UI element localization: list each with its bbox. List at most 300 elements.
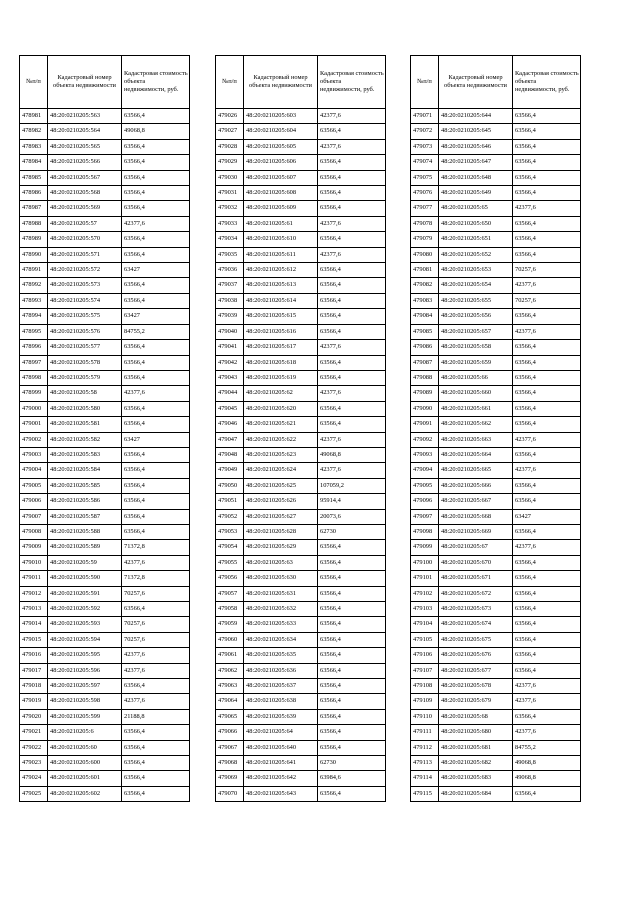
- row-number: 479058: [216, 602, 244, 617]
- cadastral-number: 48:20:0210205:656: [439, 309, 513, 324]
- cadastral-number: 48:20:0210205:586: [48, 494, 122, 509]
- cadastral-cost: 63566,4: [513, 494, 581, 509]
- row-number: 478984: [20, 155, 48, 170]
- row-number: 479093: [411, 447, 439, 462]
- table-row: [411, 340, 581, 355]
- cadastral-number: 48:20:0210205:592: [48, 602, 122, 617]
- cadastral-cost: 63566,4: [513, 139, 581, 154]
- cadastral-cost: 63566,4: [318, 586, 386, 601]
- table-row: [20, 293, 190, 308]
- cadastral-cost: 63566,4: [513, 155, 581, 170]
- row-number: 479065: [216, 709, 244, 724]
- table-row: [216, 586, 386, 601]
- table-row: [20, 571, 190, 586]
- cadastral-number: 48:20:0210205:595: [48, 648, 122, 663]
- row-number: 479071: [411, 109, 439, 124]
- row-number: 479079: [411, 232, 439, 247]
- cadastral-number: 48:20:0210205:612: [244, 263, 318, 278]
- row-number: 479035: [216, 247, 244, 262]
- row-number: 479064: [216, 694, 244, 709]
- table-row: [20, 740, 190, 755]
- cadastral-number: 48:20:0210205:663: [439, 432, 513, 447]
- cadastral-number: 48:20:0210205:608: [244, 186, 318, 201]
- cadastral-number: 48:20:0210205:65: [439, 201, 513, 216]
- cadastral-number: 48:20:0210205:650: [439, 216, 513, 231]
- row-number: 479013: [20, 602, 48, 617]
- cadastral-cost: 63566,4: [318, 632, 386, 647]
- cadastral-number: 48:20:0210205:594: [48, 632, 122, 647]
- cadastral-number: 48:20:0210205:570: [48, 232, 122, 247]
- table-row: [20, 109, 190, 124]
- header-cost: Кадастровая стоимость объекта недвижимости, руб.: [513, 56, 581, 109]
- cadastral-cost: 63566,4: [318, 663, 386, 678]
- row-number: 479006: [20, 494, 48, 509]
- table-row: [411, 555, 581, 570]
- cadastral-number: 48:20:0210205:658: [439, 340, 513, 355]
- cadastral-cost: 63566,4: [513, 417, 581, 432]
- table-row: [216, 201, 386, 216]
- cadastral-cost: 42377,6: [122, 648, 190, 663]
- cadastral-number: 48:20:0210205:59: [48, 555, 122, 570]
- cadastral-cost: 63566,4: [122, 109, 190, 124]
- cadastral-cost: 63566,4: [122, 756, 190, 771]
- cadastral-number: 48:20:0210205:603: [244, 109, 318, 124]
- cadastral-number: 48:20:0210205:673: [439, 602, 513, 617]
- cadastral-number: 48:20:0210205:565: [48, 139, 122, 154]
- cadastral-cost: 63566,4: [513, 447, 581, 462]
- table-row: [20, 263, 190, 278]
- cadastral-number: 48:20:0210205:626: [244, 494, 318, 509]
- row-number: 479056: [216, 571, 244, 586]
- row-number: 479012: [20, 586, 48, 601]
- row-number: 479078: [411, 216, 439, 231]
- row-number: 479045: [216, 401, 244, 416]
- header-cadastral: Кадастровый номер объекта недвижимости: [48, 56, 122, 109]
- cadastral-cost: 42377,6: [122, 555, 190, 570]
- table-row: [411, 109, 581, 124]
- row-number: 478992: [20, 278, 48, 293]
- cadastral-number: 48:20:0210205:642: [244, 771, 318, 786]
- row-number: 479068: [216, 756, 244, 771]
- cadastral-cost: 84755,2: [513, 740, 581, 755]
- cadastral-number: 48:20:0210205:683: [439, 771, 513, 786]
- cadastral-number: 48:20:0210205:593: [48, 617, 122, 632]
- row-number: 479010: [20, 555, 48, 570]
- row-number: 479095: [411, 478, 439, 493]
- cadastral-number: 48:20:0210205:665: [439, 463, 513, 478]
- row-number: 478993: [20, 293, 48, 308]
- header-cadastral: Кадастровый номер объекта недвижимости: [439, 56, 513, 109]
- cadastral-cost: 63566,4: [513, 401, 581, 416]
- cadastral-cost: 63566,4: [122, 340, 190, 355]
- cadastral-cost: 63566,4: [513, 478, 581, 493]
- cadastral-cost: 63566,4: [513, 232, 581, 247]
- cadastral-cost: 63566,4: [513, 709, 581, 724]
- table-row: [216, 540, 386, 555]
- table-row: [216, 602, 386, 617]
- row-number: 479024: [20, 771, 48, 786]
- cadastral-number: 48:20:0210205:591: [48, 586, 122, 601]
- cadastral-number: 48:20:0210205:641: [244, 756, 318, 771]
- cadastral-cost: 63566,4: [513, 247, 581, 262]
- cadastral-cost: 63566,4: [122, 679, 190, 694]
- row-number: 479104: [411, 617, 439, 632]
- table-row: [216, 632, 386, 647]
- table-row: [411, 278, 581, 293]
- table-row: [20, 170, 190, 185]
- table-row: [216, 124, 386, 139]
- cadastral-cost: 63566,4: [318, 124, 386, 139]
- cadastral-table-1: [19, 55, 190, 802]
- cadastral-number: 48:20:0210205:610: [244, 232, 318, 247]
- row-number: 478988: [20, 216, 48, 231]
- cadastral-cost: 71372,8: [122, 540, 190, 555]
- cadastral-number: 48:20:0210205:664: [439, 447, 513, 462]
- cadastral-cost: 42377,6: [318, 216, 386, 231]
- table-row: [216, 170, 386, 185]
- row-number: 479039: [216, 309, 244, 324]
- row-number: 479077: [411, 201, 439, 216]
- row-number: 479094: [411, 463, 439, 478]
- table-row: [216, 386, 386, 401]
- row-number: 479020: [20, 709, 48, 724]
- row-number: 478983: [20, 139, 48, 154]
- table-row: [20, 139, 190, 154]
- table-row: [216, 340, 386, 355]
- table-row: [411, 602, 581, 617]
- table-row: [411, 186, 581, 201]
- table-row: [411, 170, 581, 185]
- cadastral-cost: 63566,4: [318, 324, 386, 339]
- cadastral-number: 48:20:0210205:587: [48, 509, 122, 524]
- cadastral-cost: 63566,4: [513, 370, 581, 385]
- table-row: [411, 509, 581, 524]
- cadastral-cost: 63566,4: [122, 278, 190, 293]
- cadastral-number: 48:20:0210205:634: [244, 632, 318, 647]
- cadastral-cost: 63566,4: [122, 478, 190, 493]
- cadastral-number: 48:20:0210205:682: [439, 756, 513, 771]
- cadastral-cost: 49068,8: [122, 124, 190, 139]
- cadastral-cost: 42377,6: [513, 679, 581, 694]
- cadastral-cost: 63566,4: [122, 602, 190, 617]
- cadastral-number: 48:20:0210205:629: [244, 540, 318, 555]
- cadastral-number: 48:20:0210205:607: [244, 170, 318, 185]
- row-number: 479041: [216, 340, 244, 355]
- table-row: [216, 247, 386, 262]
- table-body: [411, 109, 581, 802]
- cadastral-cost: 84755,2: [122, 324, 190, 339]
- cadastral-cost: 63566,4: [513, 663, 581, 678]
- cadastral-cost: 63566,4: [513, 632, 581, 647]
- table-row: [411, 201, 581, 216]
- cadastral-cost: 63566,4: [513, 216, 581, 231]
- cadastral-cost: 63566,4: [318, 555, 386, 570]
- table-row: [20, 602, 190, 617]
- table-row: [411, 355, 581, 370]
- cadastral-cost: 63566,4: [513, 124, 581, 139]
- cadastral-cost: 63566,4: [122, 524, 190, 539]
- cadastral-number: 48:20:0210205:632: [244, 602, 318, 617]
- row-number: 479115: [411, 786, 439, 801]
- table-row: [216, 771, 386, 786]
- row-number: 479103: [411, 602, 439, 617]
- cadastral-number: 48:20:0210205:580: [48, 401, 122, 416]
- cadastral-cost: 63566,4: [122, 232, 190, 247]
- cadastral-number: 48:20:0210205:589: [48, 540, 122, 555]
- cadastral-cost: 63566,4: [122, 155, 190, 170]
- row-number: 479059: [216, 617, 244, 632]
- row-number: 479021: [20, 725, 48, 740]
- cadastral-number: 48:20:0210205:654: [439, 278, 513, 293]
- table-row: [216, 432, 386, 447]
- cadastral-cost: 63566,4: [122, 139, 190, 154]
- table-row: [216, 709, 386, 724]
- table-row: [20, 447, 190, 462]
- table-row: [216, 571, 386, 586]
- row-number: 479050: [216, 478, 244, 493]
- row-number: 479053: [216, 524, 244, 539]
- row-number: 479044: [216, 386, 244, 401]
- cadastral-number: 48:20:0210205:568: [48, 186, 122, 201]
- table-row: [411, 463, 581, 478]
- table-row: [411, 725, 581, 740]
- table-row: [20, 340, 190, 355]
- row-number: 479089: [411, 386, 439, 401]
- row-number: 479001: [20, 417, 48, 432]
- cadastral-cost: 63566,4: [318, 725, 386, 740]
- table-row: [20, 386, 190, 401]
- row-number: 479096: [411, 494, 439, 509]
- row-number: 479022: [20, 740, 48, 755]
- cadastral-cost: 20073,6: [318, 509, 386, 524]
- row-number: 479043: [216, 370, 244, 385]
- cadastral-cost: 70257,6: [122, 632, 190, 647]
- table-row: [411, 709, 581, 724]
- row-number: 479002: [20, 432, 48, 447]
- cadastral-cost: 42377,6: [513, 432, 581, 447]
- table-row: [20, 509, 190, 524]
- cadastral-cost: 63566,4: [318, 417, 386, 432]
- cadastral-number: 48:20:0210205:609: [244, 201, 318, 216]
- row-number: 479057: [216, 586, 244, 601]
- row-number: 479029: [216, 155, 244, 170]
- cadastral-number: 48:20:0210205:68: [439, 709, 513, 724]
- row-number: 479076: [411, 186, 439, 201]
- cadastral-cost: 63427: [513, 509, 581, 524]
- row-number: 479070: [216, 786, 244, 801]
- cadastral-cost: 63566,4: [318, 201, 386, 216]
- cadastral-number: 48:20:0210205:67: [439, 540, 513, 555]
- cadastral-cost: 63566,4: [513, 571, 581, 586]
- row-number: 479032: [216, 201, 244, 216]
- cadastral-cost: 63566,4: [513, 186, 581, 201]
- cadastral-number: 48:20:0210205:602: [48, 786, 122, 801]
- table-row: [20, 771, 190, 786]
- row-number: 479049: [216, 463, 244, 478]
- table-row: [20, 278, 190, 293]
- row-number: 479042: [216, 355, 244, 370]
- cadastral-number: 48:20:0210205:60: [48, 740, 122, 755]
- table-row: [411, 139, 581, 154]
- table-row: [216, 401, 386, 416]
- row-number: 479073: [411, 139, 439, 154]
- table-row: [216, 756, 386, 771]
- table-row: [20, 201, 190, 216]
- table-row: [20, 756, 190, 771]
- cadastral-cost: 62730: [318, 756, 386, 771]
- cadastral-number: 48:20:0210205:597: [48, 679, 122, 694]
- row-number: 479036: [216, 263, 244, 278]
- table-row: [20, 355, 190, 370]
- cadastral-number: 48:20:0210205:566: [48, 155, 122, 170]
- header-row: [20, 56, 190, 109]
- row-number: 479074: [411, 155, 439, 170]
- cadastral-number: 48:20:0210205:644: [439, 109, 513, 124]
- cadastral-cost: 63566,4: [122, 509, 190, 524]
- table-row: [411, 216, 581, 231]
- cadastral-cost: 63566,4: [318, 232, 386, 247]
- row-number: 479008: [20, 524, 48, 539]
- cadastral-number: 48:20:0210205:646: [439, 139, 513, 154]
- cadastral-number: 48:20:0210205:584: [48, 463, 122, 478]
- cadastral-number: 48:20:0210205:672: [439, 586, 513, 601]
- cadastral-number: 48:20:0210205:577: [48, 340, 122, 355]
- row-number: 479083: [411, 293, 439, 308]
- cadastral-number: 48:20:0210205:655: [439, 293, 513, 308]
- cadastral-cost: 63566,4: [318, 709, 386, 724]
- cadastral-cost: 63566,4: [122, 740, 190, 755]
- row-number: 479018: [20, 679, 48, 694]
- table-row: [411, 740, 581, 755]
- cadastral-number: 48:20:0210205:636: [244, 663, 318, 678]
- cadastral-cost: 63566,4: [122, 370, 190, 385]
- row-number: 478995: [20, 324, 48, 339]
- row-number: 479069: [216, 771, 244, 786]
- row-number: 479060: [216, 632, 244, 647]
- table-row: [216, 786, 386, 801]
- row-number: 479034: [216, 232, 244, 247]
- table-row: [411, 648, 581, 663]
- table-row: [20, 555, 190, 570]
- table-row: [20, 632, 190, 647]
- cadastral-number: 48:20:0210205:668: [439, 509, 513, 524]
- row-number: 479066: [216, 725, 244, 740]
- cadastral-cost: 63566,4: [513, 309, 581, 324]
- row-number: 479105: [411, 632, 439, 647]
- cadastral-cost: 49068,8: [318, 447, 386, 462]
- cadastral-number: 48:20:0210205:657: [439, 324, 513, 339]
- table-row: [411, 571, 581, 586]
- row-number: 479114: [411, 771, 439, 786]
- cadastral-cost: 42377,6: [318, 109, 386, 124]
- cadastral-cost: 95914,4: [318, 494, 386, 509]
- cadastral-number: 48:20:0210205:567: [48, 170, 122, 185]
- table-row: [20, 247, 190, 262]
- cadastral-number: 48:20:0210205:619: [244, 370, 318, 385]
- row-number: 479081: [411, 263, 439, 278]
- table-row: [216, 555, 386, 570]
- cadastral-cost: 63566,4: [513, 617, 581, 632]
- cadastral-cost: 63427: [122, 432, 190, 447]
- cadastral-cost: 42377,6: [513, 201, 581, 216]
- cadastral-cost: 49068,8: [513, 771, 581, 786]
- cadastral-cost: 42377,6: [318, 340, 386, 355]
- cadastral-number: 48:20:0210205:578: [48, 355, 122, 370]
- cadastral-cost: 71372,8: [122, 571, 190, 586]
- cadastral-number: 48:20:0210205:623: [244, 447, 318, 462]
- cadastral-number: 48:20:0210205:64: [244, 725, 318, 740]
- cadastral-cost: 21188,8: [122, 709, 190, 724]
- cadastral-cost: 70257,6: [122, 617, 190, 632]
- cadastral-cost: 49068,8: [513, 756, 581, 771]
- cadastral-number: 48:20:0210205:605: [244, 139, 318, 154]
- cadastral-number: 48:20:0210205:66: [439, 370, 513, 385]
- header-cost: Кадастровая стоимость объекта недвижимости, руб.: [122, 56, 190, 109]
- cadastral-number: 48:20:0210205:596: [48, 663, 122, 678]
- cadastral-number: 48:20:0210205:564: [48, 124, 122, 139]
- cadastral-cost: 62730: [318, 524, 386, 539]
- table-body: [20, 109, 190, 802]
- cadastral-cost: 63566,4: [122, 401, 190, 416]
- cadastral-number: 48:20:0210205:572: [48, 263, 122, 278]
- cadastral-cost: 63566,4: [122, 494, 190, 509]
- table-row: [216, 293, 386, 308]
- table-row: [20, 417, 190, 432]
- row-number: 478985: [20, 170, 48, 185]
- row-number: 479100: [411, 555, 439, 570]
- cadastral-number: 48:20:0210205:648: [439, 170, 513, 185]
- cadastral-number: 48:20:0210205:659: [439, 355, 513, 370]
- cadastral-number: 48:20:0210205:652: [439, 247, 513, 262]
- row-number: 479111: [411, 725, 439, 740]
- table-row: [411, 309, 581, 324]
- cadastral-cost: 42377,6: [122, 386, 190, 401]
- table-row: [20, 694, 190, 709]
- table-row: [216, 447, 386, 462]
- row-number: 479106: [411, 648, 439, 663]
- table-row: [411, 540, 581, 555]
- cadastral-cost: 63566,4: [122, 417, 190, 432]
- cadastral-number: 48:20:0210205:660: [439, 386, 513, 401]
- row-number: 479019: [20, 694, 48, 709]
- row-number: 479026: [216, 109, 244, 124]
- table-row: [20, 617, 190, 632]
- table-row: [20, 679, 190, 694]
- cadastral-table-3: [410, 55, 581, 802]
- cadastral-number: 48:20:0210205:62: [244, 386, 318, 401]
- row-number: 479098: [411, 524, 439, 539]
- cadastral-cost: 63427: [122, 263, 190, 278]
- cadastral-cost: 63566,4: [513, 648, 581, 663]
- cadastral-cost: 63984,6: [318, 771, 386, 786]
- cadastral-cost: 63566,4: [122, 293, 190, 308]
- row-number: 479062: [216, 663, 244, 678]
- cadastral-cost: 63566,4: [318, 740, 386, 755]
- row-number: 479092: [411, 432, 439, 447]
- cadastral-number: 48:20:0210205:579: [48, 370, 122, 385]
- cadastral-cost: 63566,4: [318, 186, 386, 201]
- table-row: [20, 155, 190, 170]
- table-row: [411, 232, 581, 247]
- cadastral-cost: 63566,4: [318, 263, 386, 278]
- row-number: 479091: [411, 417, 439, 432]
- cadastral-number: 48:20:0210205:617: [244, 340, 318, 355]
- row-number: 479107: [411, 663, 439, 678]
- row-number: 479084: [411, 309, 439, 324]
- cadastral-number: 48:20:0210205:643: [244, 786, 318, 801]
- cadastral-cost: 63566,4: [513, 786, 581, 801]
- table-row: [411, 679, 581, 694]
